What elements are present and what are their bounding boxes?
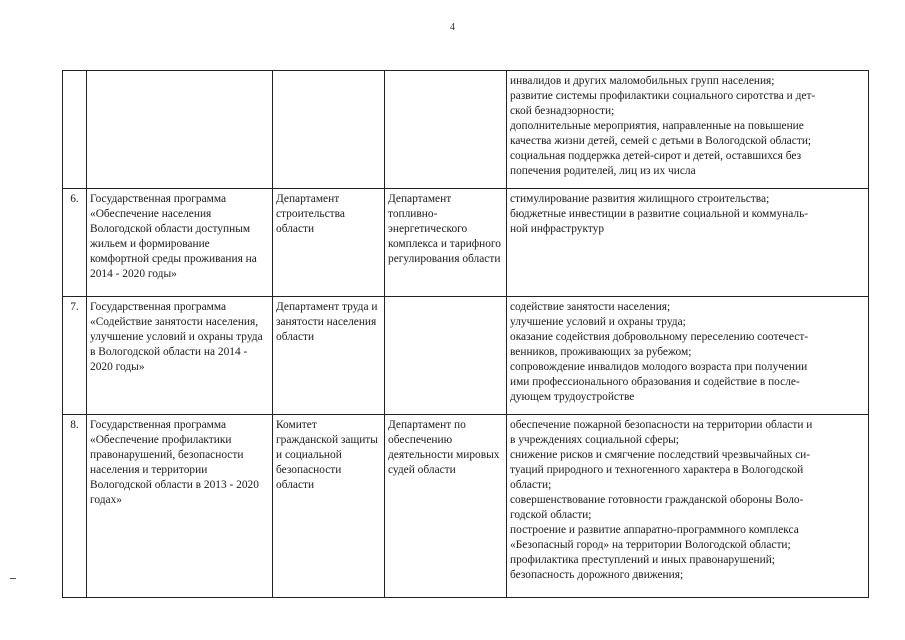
table-row: [63, 189, 869, 297]
co-executor: [385, 297, 507, 415]
responsible-executor: Департамент труда и занятости населения области: [273, 297, 385, 415]
task-line: области;: [510, 479, 552, 491]
row-number: 7.: [63, 297, 87, 415]
tasks-cell: [507, 189, 869, 297]
task-line: содействие занятости населения;: [510, 301, 671, 313]
task-line: развитие системы профилактики социального сиротства и дет-: [510, 90, 816, 102]
page-number: 4: [450, 22, 455, 33]
co-executor: Департамент по обеспечению деятельности мировых судей области: [385, 415, 507, 598]
task-line: годской области;: [510, 509, 592, 521]
task-line: профилактика преступлений и иных правонарушений;: [510, 554, 775, 566]
program-name: Государственная программа «Обеспечение населения Вологодской области доступным жильем и формирование комфортной среды проживания на 2014 - 2020 годы»: [87, 189, 273, 297]
tasks-cell: [507, 297, 869, 415]
responsible-executor: [273, 71, 385, 189]
task-line: сопровождение инвалидов молодого возраста при получении: [510, 361, 808, 373]
program-name: Государственная программа «Содействие занятости населения, улучшение условий и охраны труда в Вологодской области на 2014 - 2020 годы»: [87, 297, 273, 415]
table-row: [63, 297, 869, 415]
task-line: попечения родителей, лиц из их числа: [510, 165, 696, 177]
row-number: [63, 71, 87, 189]
responsible-executor: Департамент строительства области: [273, 189, 385, 297]
row-number: 8.: [63, 415, 87, 598]
task-line: ской безнадзорности;: [510, 105, 615, 117]
task-line: стимулирование развития жилищного строительства;: [510, 193, 770, 205]
task-line: качества жизни детей, семей с детьми в Вологодской области;: [510, 135, 812, 147]
task-line: дующем трудоустройстве: [510, 391, 635, 403]
task-line: построение и развитие аппаратно-программного комплекса: [510, 524, 799, 536]
task-line: ими профессионального образования и содействие в после-: [510, 376, 800, 388]
task-line: «Безопасный город» на территории Вологодской области;: [510, 539, 791, 551]
table-row: [63, 415, 869, 598]
task-line: улучшение условий и охраны труда;: [510, 316, 686, 328]
margin-mark: [10, 578, 16, 579]
task-line: безопасность дорожного движения;: [510, 569, 684, 581]
table-row: [63, 71, 869, 189]
task-line: обеспечение пожарной безопасности на территории области и: [510, 419, 813, 431]
co-executor: [385, 71, 507, 189]
responsible-executor: Комитет гражданской защиты и социальной безопасности области: [273, 415, 385, 598]
task-line: туаций природного и техногенного характера в Вологодской: [510, 464, 804, 476]
task-line: венников, проживающих за рубежом;: [510, 346, 692, 358]
task-line: ной инфраструктур: [510, 223, 605, 235]
programs-table: [62, 70, 869, 598]
task-line: снижение рисков и смягчение последствий чрезвычайных си-: [510, 449, 811, 461]
tasks-cell: [507, 71, 869, 189]
row-number: 6.: [63, 189, 87, 297]
task-line: совершенствование готовности гражданской обороны Воло-: [510, 494, 804, 506]
task-line: дополнительные мероприятия, направленные на повышение: [510, 120, 804, 132]
task-line: в учреждениях социальной сферы;: [510, 434, 679, 446]
task-line: бюджетные инвестиции в развитие социальной и коммуналь-: [510, 208, 809, 220]
task-line: социальная поддержка детей-сирот и детей, оставшихся без: [510, 150, 802, 162]
co-executor: Департамент топливно-энергетического комплекса и тарифного регулирования области: [385, 189, 507, 297]
task-line: оказание содействия добровольному переселению соотечест-: [510, 331, 809, 343]
task-line: инвалидов и других маломобильных групп населения;: [510, 75, 775, 87]
tasks-cell: [507, 415, 869, 598]
program-name: [87, 71, 273, 189]
program-name: Государственная программа «Обеспечение профилактики правонарушений, безопасности населения и территории Вологодской области в 2013 - 2020 годах»: [87, 415, 273, 598]
